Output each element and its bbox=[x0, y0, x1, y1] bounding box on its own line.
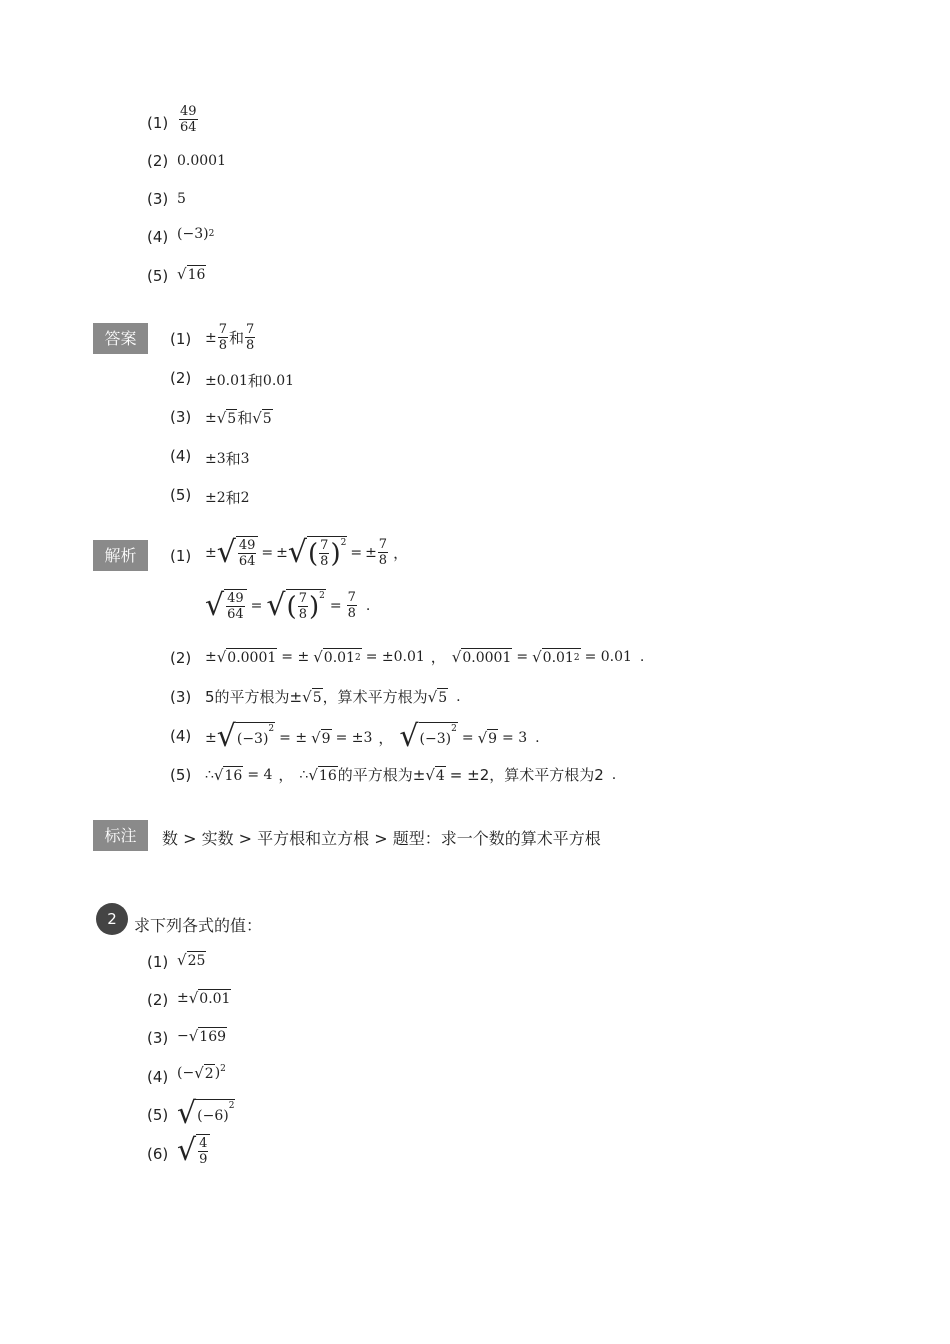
q2-item-4-label: (4) bbox=[147, 1068, 169, 1086]
answer-item-5-expr: ±2 和 2 bbox=[205, 489, 250, 507]
q1-item-2-label: (2) bbox=[147, 152, 169, 170]
q1-item-4-label: (4) bbox=[147, 228, 169, 246]
analysis-3-expr: 5的平方根为± √ 5 ，算术平方根为 √ 5 . bbox=[205, 687, 461, 706]
q1-item-2-expr: 0.0001 bbox=[177, 153, 226, 169]
q2-item-5-expr: √ (−6) $^2$ bbox=[177, 1096, 235, 1131]
analysis-1-line-1: ± √ $\frac{49}{64}$ = ± √ ( $\frac{7}{8}$ ) $^2$ = ± $\frac{7}{8}$ ， bbox=[205, 535, 409, 570]
q2-item-6-label: (6) bbox=[147, 1145, 169, 1163]
q2-item-2-expr: ± √ 0.01 bbox=[177, 989, 231, 1007]
q2-item-2-label: (2) bbox=[147, 991, 169, 1009]
analysis-item-1-label: (1) bbox=[170, 547, 192, 565]
q2-item-3-label: (3) bbox=[147, 1029, 169, 1047]
q1-item-1-label: (1) bbox=[147, 114, 169, 132]
q1-item-1-expr bbox=[178, 104, 199, 135]
fraction-numerator: 49 bbox=[180, 104, 197, 119]
analysis-item-3-label: (3) bbox=[170, 688, 192, 706]
analysis-2-expr: ± √ 0.0001 = ± √ 0.01 2 = ±0.01 ， √ 0.0001 = √ 0.01 2 = 0.01 . bbox=[205, 647, 645, 666]
q2-item-1-label: (1) bbox=[147, 953, 169, 971]
question-number-badge: 2 bbox=[96, 903, 128, 935]
q2-item-3-expr: − √ 169 bbox=[177, 1027, 227, 1045]
note-tag: 标注 bbox=[93, 820, 148, 851]
answer-item-2-label: (2) bbox=[170, 369, 192, 387]
analysis-item-2-label: (2) bbox=[170, 649, 192, 667]
q1-item-5-label: (5) bbox=[147, 267, 169, 285]
fraction-denominator: 64 bbox=[180, 120, 197, 135]
q1-item-4-expr: (−3) 2 bbox=[177, 226, 215, 242]
answer-tag: 答案 bbox=[93, 323, 148, 354]
q1-item-3-label: (3) bbox=[147, 190, 169, 208]
question-2-title: 求下列各式的值： bbox=[134, 916, 263, 935]
answer-item-4-label: (4) bbox=[170, 447, 192, 465]
answer-item-3-expr: ± √ 5 和 √ 5 bbox=[205, 408, 272, 427]
answer-item-1-expr: ± $\frac{7}{8}$ 和 $\frac{7}{8}$ bbox=[205, 322, 255, 353]
analysis-5-expr: ∴ √ 16 = 4 ， ∴ √ 16 的平方根为± √ 4 = ±2，算术平方根为2 . bbox=[205, 765, 617, 784]
analysis-item-5-label: (5) bbox=[170, 766, 192, 784]
note-text: 数 > 实数 > 平方根和立方根 > 题型：求一个数的算术平方根 bbox=[162, 829, 601, 848]
q1-item-5-expr: √ 16 bbox=[177, 265, 206, 283]
answer-item-2-expr: ±0.01 和 0.01 bbox=[205, 372, 295, 390]
q1-item-3-expr: 5 bbox=[177, 191, 186, 207]
q2-item-5-label: (5) bbox=[147, 1106, 169, 1124]
q2-item-4-expr: (− √ 2 ) $^2$ bbox=[177, 1064, 226, 1082]
answer-item-4-expr: ±3 和 3 bbox=[205, 450, 250, 468]
q2-item-1-expr: √ 25 bbox=[177, 951, 206, 969]
analysis-tag: 解析 bbox=[93, 540, 148, 571]
analysis-4-expr: ± √ (−3) $^2$ = ± √ 9 = ±3 ， √ (−3) $^2$ = √ 9 = 3 . bbox=[205, 719, 540, 754]
analysis-1-line-2: √ $\frac{49}{64}$ = √ ( $\frac{7}{8}$ ) $^2$ = $\frac{7}{8}$ . bbox=[205, 588, 371, 623]
answer-item-5-label: (5) bbox=[170, 486, 192, 504]
answer-item-1-label: (1) bbox=[170, 330, 192, 348]
answer-item-3-label: (3) bbox=[170, 408, 192, 426]
q2-item-6-expr: √ $\frac{4}{9}$ bbox=[177, 1134, 210, 1167]
analysis-item-4-label: (4) bbox=[170, 727, 192, 745]
